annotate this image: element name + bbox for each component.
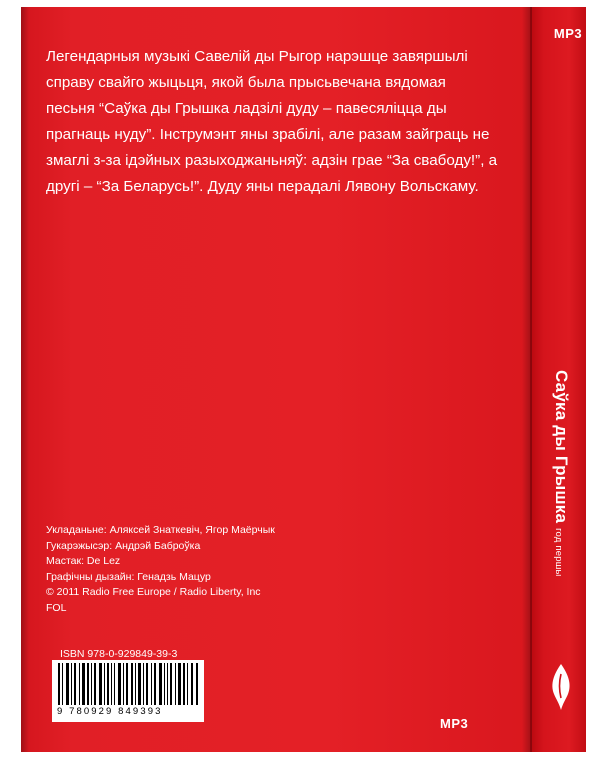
copyright-line: © 2011 Radio Free Europe / Radio Liberty, Inc: [46, 586, 261, 598]
barcode: [52, 660, 204, 722]
credit-line: Гукарэжысэр: Андрэй Баброўка: [46, 539, 201, 552]
bird-logo-icon: [548, 664, 574, 710]
back-cover-blurb: [46, 44, 498, 200]
credits-block: [46, 523, 376, 616]
spine-title: [530, 370, 586, 630]
barcode-bars: [56, 663, 200, 705]
format-label-top: MP3: [553, 26, 583, 41]
credit-line: Укладаньне: Аляксей Знаткевіч, Ягор Маёрчык: [46, 524, 275, 536]
format-label-bottom: MP3: [440, 716, 469, 731]
credit-line: FOL: [46, 601, 67, 614]
left-fold-shadow: [21, 7, 29, 752]
credit-line: Графічны дызайн: Генадзь Мацур: [46, 570, 211, 583]
spine-subtitle-text: год першы: [553, 528, 564, 577]
barcode-digits: 9 780929 849393: [57, 706, 163, 717]
blurb-text: Легендарныя музыкі Савелій ды Рыгор нарэшце завяршылі справу свайго жыцьця, якой была прысьвечана вядомая песьня “Саўка ды Грышка ладзілі дуду – павесяліцца ды прагнаць нуду”. Інструмэнт яны зрабілі, але разам зайграць не змаглі з-за ідэйных разыходжаньняў: адзін грае “За свабоду!”, а другі – “За Беларусь!”. Дуду яны перадалі Лявону Вольскаму.: [46, 48, 498, 195]
isbn-label: ISBN 978-0-929849-39-3: [60, 648, 178, 660]
spine-title-text: Саўка ды Грышка: [552, 370, 571, 524]
credit-line: Мастак: De Lez: [46, 555, 121, 567]
